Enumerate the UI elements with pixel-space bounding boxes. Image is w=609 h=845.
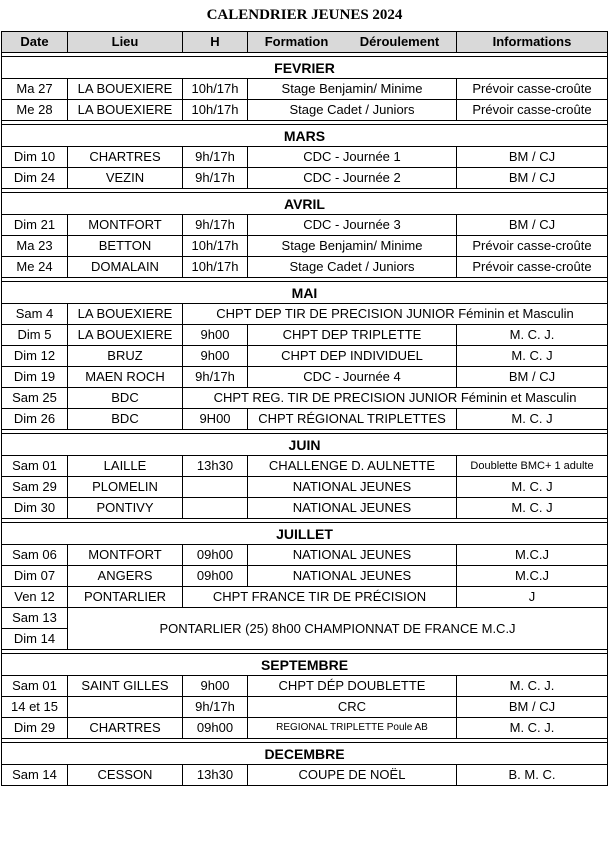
event-date: Dim 19 bbox=[2, 367, 68, 388]
event-info: Prévoir casse-croûte bbox=[457, 257, 608, 278]
event-deroulement: CHPT RÉGIONAL TRIPLETTES bbox=[248, 409, 457, 430]
event-info: Prévoir casse-croûte bbox=[457, 236, 608, 257]
event-row bbox=[2, 676, 608, 697]
event-lieu: CHARTRES bbox=[68, 718, 183, 739]
event-lieu: DOMALAIN bbox=[68, 257, 183, 278]
event-hour: 09h00 bbox=[183, 545, 248, 566]
event-hour: 9h/17h bbox=[183, 168, 248, 189]
event-row bbox=[2, 718, 608, 739]
event-row bbox=[2, 477, 608, 498]
event-row bbox=[2, 456, 608, 477]
event-row bbox=[2, 236, 608, 257]
event-date: Sam 06 bbox=[2, 545, 68, 566]
event-row bbox=[2, 215, 608, 236]
header-row bbox=[2, 32, 608, 53]
event-row bbox=[2, 168, 608, 189]
event-date: Sam 4 bbox=[2, 304, 68, 325]
event-info: BM / CJ bbox=[457, 168, 608, 189]
month-header-row bbox=[2, 193, 608, 215]
event-row bbox=[2, 697, 608, 718]
event-lieu: BETTON bbox=[68, 236, 183, 257]
event-row bbox=[2, 498, 608, 519]
event-row bbox=[2, 346, 608, 367]
event-deroulement: NATIONAL JEUNES bbox=[248, 498, 457, 519]
event-deroulement: CDC - Journée 3 bbox=[248, 215, 457, 236]
event-row bbox=[2, 566, 608, 587]
event-date: Ven 12 bbox=[2, 587, 68, 608]
header-formation-deroulement bbox=[248, 32, 457, 53]
event-deroulement: CDC - Journée 4 bbox=[248, 367, 457, 388]
event-row bbox=[2, 147, 608, 168]
event-lieu bbox=[68, 697, 183, 718]
event-hour: 10h/17h bbox=[183, 257, 248, 278]
event-info: M. C. J bbox=[457, 409, 608, 430]
header-h: H bbox=[183, 32, 248, 53]
event-date: Dim 5 bbox=[2, 325, 68, 346]
event-date: Dim 10 bbox=[2, 147, 68, 168]
event-date: Me 28 bbox=[2, 100, 68, 121]
month-header-row bbox=[2, 57, 608, 79]
header-informations: Informations bbox=[457, 32, 608, 53]
month-name: SEPTEMBRE bbox=[2, 654, 608, 676]
event-info: BM / CJ bbox=[457, 367, 608, 388]
event-deroulement: Stage Cadet / Juniors bbox=[248, 100, 457, 121]
month-name: MARS bbox=[2, 125, 608, 147]
event-info: BM / CJ bbox=[457, 147, 608, 168]
event-deroulement: CHPT DEP INDIVIDUEL bbox=[248, 346, 457, 367]
event-info: Prévoir casse-croûte bbox=[457, 100, 608, 121]
event-info: B. M. C. bbox=[457, 765, 608, 786]
month-header-row bbox=[2, 125, 608, 147]
event-info: Doublette BMC+ 1 adulte bbox=[457, 456, 608, 477]
event-row bbox=[2, 257, 608, 278]
event-date: Sam 13 bbox=[2, 608, 68, 629]
event-lieu: LA BOUEXIERE bbox=[68, 79, 183, 100]
event-lieu: ANGERS bbox=[68, 566, 183, 587]
event-hour: 9H00 bbox=[183, 409, 248, 430]
month-header-row bbox=[2, 654, 608, 676]
event-hour: 10h/17h bbox=[183, 79, 248, 100]
event-deroulement: CRC bbox=[248, 697, 457, 718]
event-deroulement: CHPT DÉP DOUBLETTE bbox=[248, 676, 457, 697]
event-info: BM / CJ bbox=[457, 697, 608, 718]
header-deroulement: Déroulement bbox=[359, 34, 440, 49]
event-info: M.C.J bbox=[457, 545, 608, 566]
month-name: JUILLET bbox=[2, 523, 608, 545]
event-row bbox=[2, 367, 608, 388]
event-info: M. C. J. bbox=[457, 325, 608, 346]
event-lieu: LAILLE bbox=[68, 456, 183, 477]
event-info: M. C. J bbox=[457, 346, 608, 367]
event-hour: 10h/17h bbox=[183, 100, 248, 121]
event-date: Dim 29 bbox=[2, 718, 68, 739]
event-row bbox=[2, 79, 608, 100]
event-hour: 10h/17h bbox=[183, 236, 248, 257]
event-date: Dim 12 bbox=[2, 346, 68, 367]
calendar-body bbox=[2, 53, 608, 786]
header-date: Date bbox=[2, 32, 68, 53]
event-deroulement: Stage Cadet / Juniors bbox=[248, 257, 457, 278]
event-row bbox=[2, 388, 608, 409]
month-name: FEVRIER bbox=[2, 57, 608, 79]
event-deroulement: NATIONAL JEUNES bbox=[248, 477, 457, 498]
event-merged-description: CHPT REG. TIR DE PRECISION JUNIOR Féminin et Masculin bbox=[183, 388, 608, 409]
event-deroulement: REGIONAL TRIPLETTE Poule AB bbox=[248, 718, 457, 739]
event-date: Dim 24 bbox=[2, 168, 68, 189]
event-deroulement: NATIONAL JEUNES bbox=[248, 566, 457, 587]
event-row bbox=[2, 100, 608, 121]
event-deroulement: Stage Benjamin/ Minime bbox=[248, 236, 457, 257]
event-date: Dim 30 bbox=[2, 498, 68, 519]
event-row bbox=[2, 325, 608, 346]
event-merged-description: PONTARLIER (25) 8h00 CHAMPIONNAT DE FRANCE M.C.J bbox=[68, 608, 608, 650]
month-header-row bbox=[2, 523, 608, 545]
event-deroulement: COUPE DE NOËL bbox=[248, 765, 457, 786]
event-date: Sam 25 bbox=[2, 388, 68, 409]
event-deroulement: NATIONAL JEUNES bbox=[248, 545, 457, 566]
event-row bbox=[2, 304, 608, 325]
month-header-row bbox=[2, 434, 608, 456]
event-deroulement: Stage Benjamin/ Minime bbox=[248, 79, 457, 100]
month-name: MAI bbox=[2, 282, 608, 304]
event-lieu: BRUZ bbox=[68, 346, 183, 367]
event-hour: 9h00 bbox=[183, 676, 248, 697]
event-hour: 9h/17h bbox=[183, 147, 248, 168]
event-date: Dim 26 bbox=[2, 409, 68, 430]
event-row bbox=[2, 545, 608, 566]
event-hour: 9h/17h bbox=[183, 697, 248, 718]
header-lieu: Lieu bbox=[68, 32, 183, 53]
event-date: Dim 07 bbox=[2, 566, 68, 587]
event-date: Sam 14 bbox=[2, 765, 68, 786]
event-lieu: MONTFORT bbox=[68, 215, 183, 236]
event-row bbox=[2, 409, 608, 430]
event-date: Ma 23 bbox=[2, 236, 68, 257]
event-info: M. C. J bbox=[457, 477, 608, 498]
event-lieu: LA BOUEXIERE bbox=[68, 100, 183, 121]
event-date: Sam 01 bbox=[2, 676, 68, 697]
header-formation: Formation bbox=[264, 34, 329, 49]
event-hour bbox=[183, 498, 248, 519]
month-header-row bbox=[2, 743, 608, 765]
event-info: M. C. J bbox=[457, 498, 608, 519]
event-info: M. C. J. bbox=[457, 676, 608, 697]
event-deroulement: CHALLENGE D. AULNETTE bbox=[248, 456, 457, 477]
event-date: Dim 21 bbox=[2, 215, 68, 236]
event-lieu: MONTFORT bbox=[68, 545, 183, 566]
event-hour: 9h00 bbox=[183, 325, 248, 346]
event-lieu: SAINT GILLES bbox=[68, 676, 183, 697]
event-info: J bbox=[457, 587, 608, 608]
event-deroulement: CDC - Journée 2 bbox=[248, 168, 457, 189]
event-lieu: CESSON bbox=[68, 765, 183, 786]
event-lieu: LA BOUEXIERE bbox=[68, 325, 183, 346]
month-name: DECEMBRE bbox=[2, 743, 608, 765]
event-merged-description: CHPT FRANCE TIR DE PRÉCISION bbox=[183, 587, 457, 608]
event-lieu: MAEN ROCH bbox=[68, 367, 183, 388]
event-lieu: BDC bbox=[68, 388, 183, 409]
event-hour bbox=[183, 477, 248, 498]
event-hour: 9h/17h bbox=[183, 215, 248, 236]
event-hour: 09h00 bbox=[183, 718, 248, 739]
event-row bbox=[2, 765, 608, 786]
event-lieu: BDC bbox=[68, 409, 183, 430]
event-date: 14 et 15 bbox=[2, 697, 68, 718]
event-lieu: PONTIVY bbox=[68, 498, 183, 519]
event-info: M.C.J bbox=[457, 566, 608, 587]
event-lieu: VEZIN bbox=[68, 168, 183, 189]
event-lieu: CHARTRES bbox=[68, 147, 183, 168]
event-hour: 9h/17h bbox=[183, 367, 248, 388]
event-hour: 09h00 bbox=[183, 566, 248, 587]
event-date: Sam 01 bbox=[2, 456, 68, 477]
event-date: Me 24 bbox=[2, 257, 68, 278]
event-row bbox=[2, 587, 608, 608]
event-row bbox=[2, 608, 608, 629]
event-lieu: PLOMELIN bbox=[68, 477, 183, 498]
event-hour: 9h00 bbox=[183, 346, 248, 367]
event-info: BM / CJ bbox=[457, 215, 608, 236]
event-info: M. C. J. bbox=[457, 718, 608, 739]
event-date: Ma 27 bbox=[2, 79, 68, 100]
event-date: Sam 29 bbox=[2, 477, 68, 498]
page-title: CALENDRIER JEUNES 2024 bbox=[206, 7, 403, 23]
event-deroulement: CDC - Journée 1 bbox=[248, 147, 457, 168]
event-date: Dim 14 bbox=[2, 629, 68, 650]
event-hour: 13h30 bbox=[183, 765, 248, 786]
event-lieu: LA BOUEXIERE bbox=[68, 304, 183, 325]
event-info: Prévoir casse-croûte bbox=[457, 79, 608, 100]
event-deroulement: CHPT DEP TRIPLETTE bbox=[248, 325, 457, 346]
event-lieu: PONTARLIER bbox=[68, 587, 183, 608]
month-header-row bbox=[2, 282, 608, 304]
calendar-table bbox=[1, 31, 608, 786]
event-merged-description: CHPT DEP TIR DE PRECISION JUNIOR Féminin et Masculin bbox=[183, 304, 608, 325]
event-hour: 13h30 bbox=[183, 456, 248, 477]
month-name: JUIN bbox=[2, 434, 608, 456]
month-name: AVRIL bbox=[2, 193, 608, 215]
